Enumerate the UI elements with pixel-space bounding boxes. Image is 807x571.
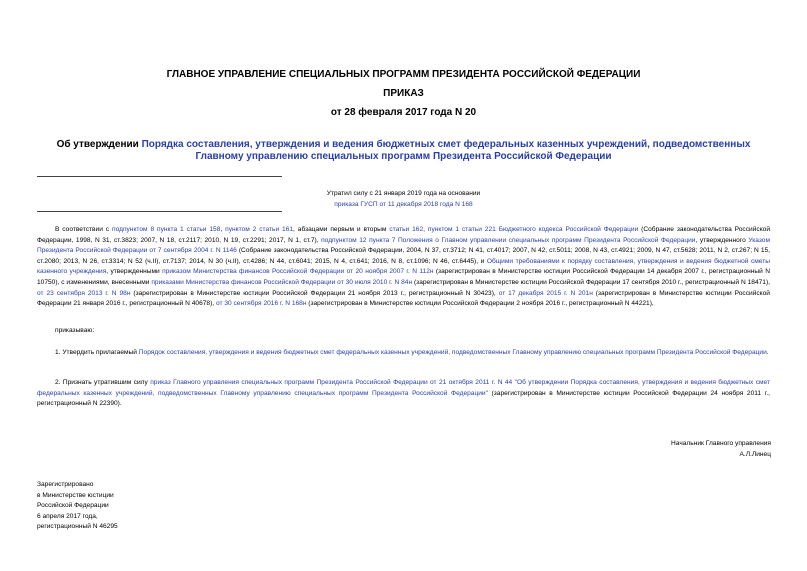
preamble-text: В соответствии с [55, 226, 112, 233]
order-item-1 [37, 348, 770, 359]
preamble-text: , утвержденного [695, 236, 749, 244]
ordered-word: приказываю: [55, 327, 95, 334]
link-gusp-regulation[interactable]: подпунктом 12 пункта 7 Положения о Главном управлении специальных программ Президента Российской Федерации [321, 236, 696, 244]
registration-line: регистрационный N 46295 [37, 523, 118, 531]
item-text: (зарегистрирован в Министерстве юстиции Российской Федерации 24 ноября 2011 г., регистрационный N 22390). [37, 389, 770, 408]
link-budget-code-162[interactable]: статьи 162 [389, 226, 424, 233]
preamble-text: (Собрание законодательства Российской Федерации, 2004, N 37, ст.3712; N 41, ст.4017; 2007, N 42, ст.5011; 2008, N 43, ст.4921; 2009, N 47, ст.5628; 2011, N 2, ст.267; N 15, ст.2080; 2013, N 26, ст.3314; N 52 (ч.II), ст.7137; 2014, N 30 (ч.II), ст.4286; N 44, ст.6041; 2015, N 4, ст.641; 2016, N 8, ст.1096; N 46, ст.6445), и [37, 247, 770, 265]
issuing-organization: ГЛАВНОЕ УПРАВЛЕНИЕ СПЕЦИАЛЬНЫХ ПРОГРАММ ПРЕЗИДЕНТА РОССИЙСКОЙ ФЕДЕРАЦИИ [166, 69, 641, 80]
preamble-text: (зарегистрирован в Министерстве юстиции Российской Федерации 21 января 2016 г., регистрационный N 40678), [37, 289, 770, 308]
status-note [0, 188, 807, 210]
registration-line: 6 апреля 2017 года, [37, 512, 98, 520]
preamble-text: (Собрание законодательства Российской Федерации, 1998, N 31, ст.3823; 2007, N 18, ст.2117; 2010, N 19, ст.2291; 2017, N 1, ст.7), [37, 226, 770, 244]
document-title [48, 139, 759, 163]
status-note-text: Утратил силу с 21 января 2019 года на основании [326, 190, 481, 197]
registration-block [37, 480, 118, 533]
link-minfin-order-201n[interactable]: от 17 декабря 2015 г. N 201н [498, 289, 593, 297]
link-minfin-order-168n[interactable]: от 30 сентября 2016 г. N 168н [215, 300, 307, 308]
preamble-text: , [423, 226, 428, 233]
divider-top [37, 176, 282, 177]
item-text: 2. Признать утратившим силу [55, 379, 151, 386]
item-text: . [766, 349, 769, 356]
divider-bottom [37, 211, 282, 212]
order-item-2 [37, 378, 770, 410]
link-budget-code-158[interactable]: подпунктом 8 пункта 1 статьи 158 [112, 226, 221, 233]
link-minfin-order-98n[interactable]: от 23 сентября 2013 г. N 98н [37, 289, 131, 297]
link-minfin-order-84n[interactable]: приказами Министерства финансов Российской Федерации от 30 июля 2010 г. N 84н [151, 278, 413, 286]
link-repealed-order[interactable]: приказ Главного управления специальных программ Президента Российской Федерации от 21 октября 2011 г. N 44 "Об утверждении Порядка составления, утверждения и ведения бюджетных смет федеральных казенных учреждений, подведомственных Главному управлению специальных программ Президента Российской Федерации" [37, 379, 770, 397]
preamble-text: (зарегистрирован в Министерстве юстиции Российской Федерации 21 ноября 2013 г., регистрационный N 30423), [130, 289, 499, 297]
registration-line: Зарегистрировано [37, 481, 94, 488]
signatory-name: А.Л.Линец [739, 450, 771, 458]
preamble-text: , утвержденными [106, 268, 163, 276]
preamble-text: , абзацами первым и вторым [293, 226, 390, 233]
link-general-requirements[interactable]: Общими требованиями к порядку составления, утверждения и ведения бюджетной сметы казенного учреждения [37, 257, 770, 276]
registration-line: Российской Федерации [37, 502, 109, 510]
status-note-link[interactable]: приказа ГУСП от 11 декабря 2018 года N 168 [334, 201, 473, 208]
title-prefix: Об утверждении [56, 139, 142, 150]
preamble-text: (зарегистрирован в Министерстве юстиции Российской Федерации 14 декабря 2007 г., регистрационный N 10750), с изменениями, внесенными [37, 268, 770, 286]
document-type: ПРИКАЗ [383, 88, 424, 99]
link-budget-code-161[interactable]: пунктом 2 статьи 161 [225, 226, 294, 233]
preamble-text: (зарегистрирован в Министерстве юстиции Российской Федерации 17 сентября 2010 г., регистрационный N 18471), [412, 278, 770, 286]
link-presidential-decree[interactable]: Указом Президента Российской Федерации от 7 сентября 2004 г. N 1146 [37, 236, 770, 255]
link-minfin-order-112n[interactable]: приказом Министерства финансов Российской Федерации от 20 ноября 2007 г. N 112н [162, 268, 434, 276]
item-text: 1. Утвердить прилагаемый [55, 349, 139, 356]
preamble-text: (зарегистрирован в Министерстве юстиции Российской Федерации 2 ноября 2016 г., регистрационный N 44221), [306, 300, 654, 308]
preamble-paragraph [37, 225, 770, 310]
title-link[interactable]: Порядка составления, утверждения и ведения бюджетных смет федеральных казенных учреждений, подведомственных Главному управлению специальных программ Президента Российской Федерации [141, 139, 751, 162]
preamble-text: , [220, 226, 226, 233]
link-budget-code-221[interactable]: пунктом 1 статьи 221 Бюджетного кодекса Российской Федерации [427, 226, 639, 233]
signature-block [671, 439, 771, 460]
registration-line: в Министерстве юстиции [37, 491, 114, 499]
signatory-position: Начальник Главного управления [671, 440, 771, 447]
document-date-number: от 28 февраля 2017 года N 20 [330, 107, 477, 118]
link-approved-procedure[interactable]: Порядок составления, утверждения и ведения бюджетных смет федеральных казенных учреждений, подведомственных Главному управлению специальных программ Президента Российской Федерации [138, 349, 767, 356]
